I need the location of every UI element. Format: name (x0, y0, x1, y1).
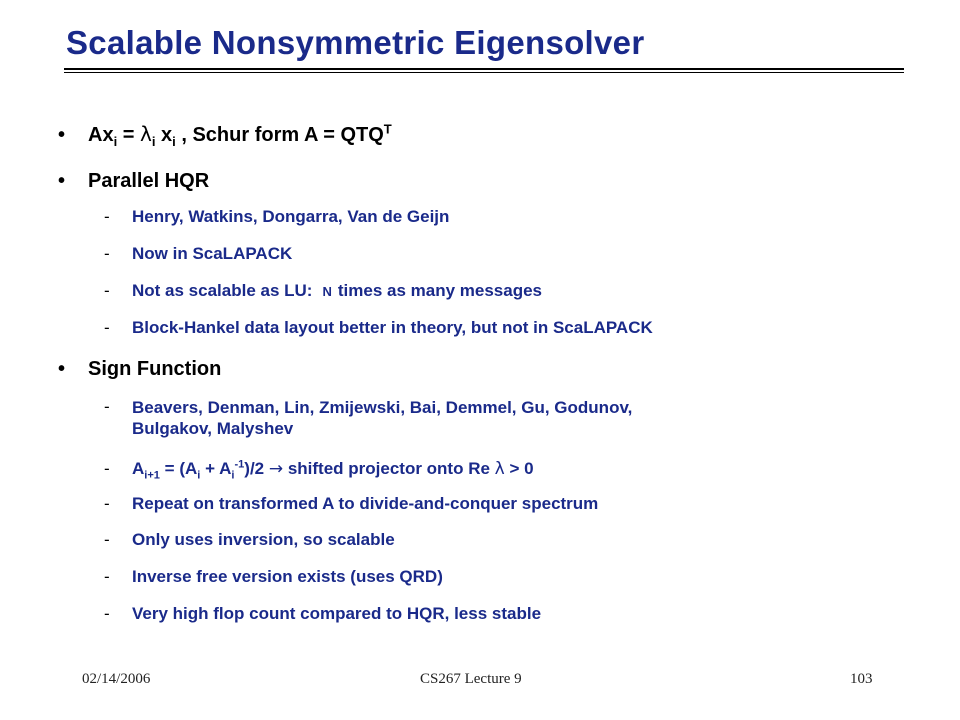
dash-icon: - (104, 459, 110, 478)
text: Ax (88, 124, 114, 146)
slide-title: Scalable Nonsymmetric Eigensolver (66, 24, 645, 61)
text: = (A (159, 459, 198, 478)
bullet-dot-icon: • (58, 358, 66, 380)
sub-bullet-text: Only uses inversion, so scalable (132, 530, 395, 549)
sub-bullet (104, 494, 598, 514)
subscript: i (172, 134, 176, 149)
footer-page-number: 103 (850, 671, 873, 687)
lambda-symbol: λ (494, 459, 505, 479)
line: Bulgakov, Malyshev (132, 419, 294, 438)
bullet-parallel-hqr (58, 170, 209, 193)
bullet-label: Parallel HQR (88, 170, 210, 192)
dash-icon: - (104, 494, 110, 513)
dash-icon: - (104, 604, 110, 623)
sub-bullet (104, 458, 534, 482)
sub-bullet-text: Inverse free version exists (uses QRD) (132, 567, 443, 586)
subscript: i (113, 134, 118, 149)
sub-bullet-text: Not as scalable as LU: (132, 281, 313, 300)
footer-course: CS267 Lecture 9 (420, 671, 522, 687)
subscript: i (231, 469, 235, 482)
superscript: -1 (234, 458, 245, 471)
bullet-dot-icon: • (58, 124, 66, 146)
line: Beavers, Denman, Lin, Zmijewski, Bai, Demmel, Gu, Godunov, (132, 398, 633, 417)
bullet-label: Sign Function (88, 358, 222, 380)
dash-icon: - (104, 397, 110, 416)
text: shifted projector onto Re (283, 459, 495, 478)
sub-bullet (104, 318, 653, 338)
subscript: i+1 (144, 469, 160, 482)
sub-bullet (104, 281, 542, 301)
bullet-dot-icon: • (58, 170, 66, 192)
text: A (132, 459, 145, 478)
arrow-icon: → (268, 459, 284, 479)
n-symbol: N (322, 284, 332, 299)
dash-icon: - (104, 530, 110, 549)
text: x (155, 124, 173, 146)
lambda-symbol: λ (140, 122, 152, 146)
dash-icon: - (104, 567, 110, 586)
text: )/2 (244, 459, 269, 478)
superscript: T (383, 121, 392, 137)
sub-bullet-text: Now in ScaLAPACK (132, 244, 293, 263)
dash-icon: - (104, 207, 110, 226)
dash-icon: - (104, 281, 110, 300)
dash-icon: - (104, 244, 110, 263)
footer-date: 02/14/2006 (82, 671, 151, 687)
text: > 0 (504, 459, 534, 478)
bullet-sign-function (58, 358, 221, 381)
sub-bullet-text: times as many messages (337, 281, 542, 300)
text: , Schur form A = QTQ (175, 124, 384, 146)
sub-bullet-text (132, 397, 632, 439)
text: + A (200, 459, 232, 478)
sub-bullet-text: Repeat on transformed A to divide-and-conquer spectrum (132, 494, 599, 513)
sub-bullet (104, 530, 395, 550)
sub-bullet-text: Very high flop count compared to HQR, less stable (132, 604, 542, 623)
subscript: i (151, 134, 156, 149)
text: = (117, 124, 140, 146)
sub-bullet (104, 244, 292, 264)
sub-bullet (104, 604, 541, 624)
sub-bullet (104, 397, 632, 439)
sub-bullet (104, 207, 449, 227)
sub-bullet-text: Block-Hankel data layout better in theory, but not in ScaLAPACK (132, 318, 653, 337)
sub-bullet (104, 567, 443, 587)
dash-icon: - (104, 318, 110, 337)
subscript: i (197, 469, 201, 482)
bullet-eigen-equation (58, 122, 392, 147)
sub-bullet-text: Henry, Watkins, Dongarra, Van de Geijn (132, 207, 450, 226)
